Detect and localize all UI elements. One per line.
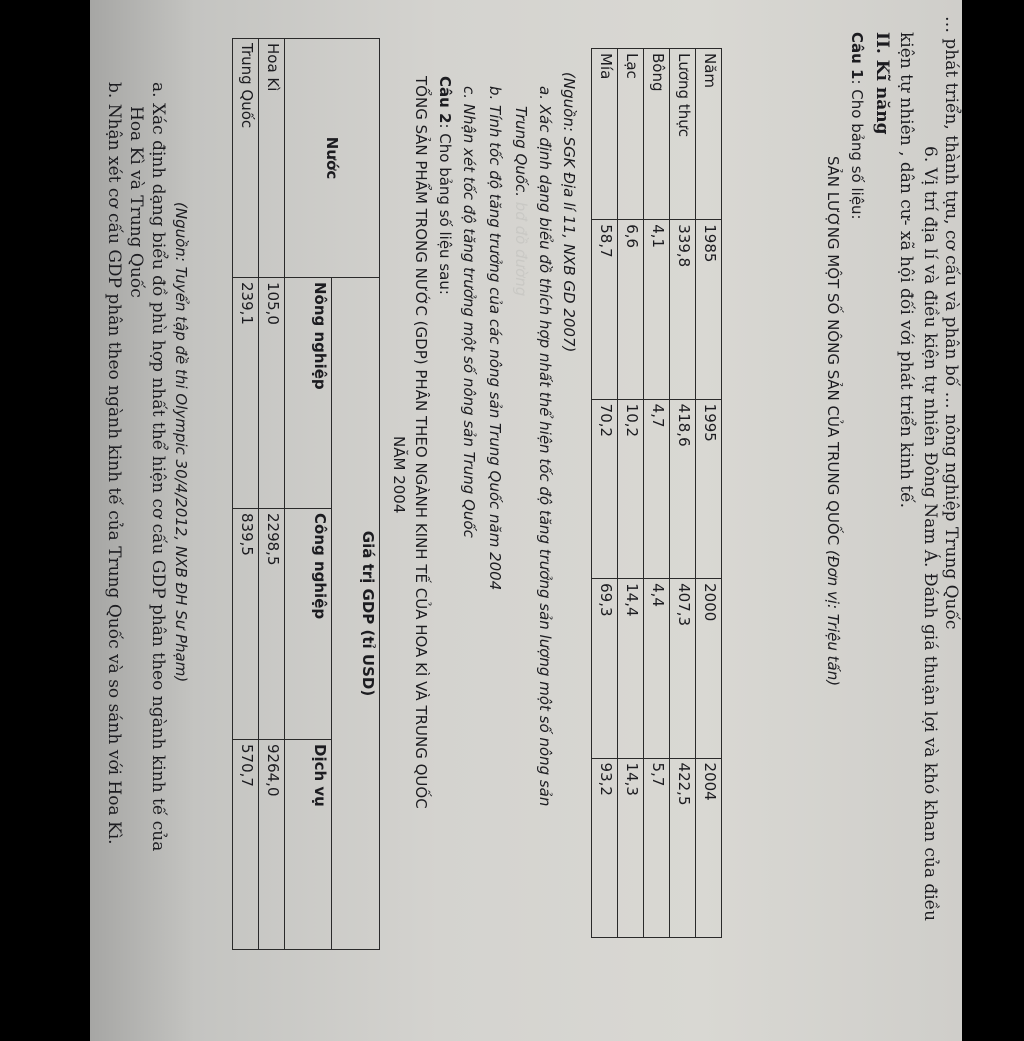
table-1-source: (Nguồn: SGK Địa lí 11, NXB GD 2007)	[560, 72, 578, 353]
q6-top-fragment: … phát triển, thành tựu, cơ cấu và phân bố … nông nghiệp Trung Quốc	[941, 16, 961, 630]
task-2a-line-2: Hoa Kì và Trung Quốc	[126, 106, 146, 298]
table-row	[696, 49, 722, 938]
task-2a-line-1: a. Xác định dạng biểu đồ phù hợp nhất thể hiện cơ cấu GDP phân theo ngành kinh tế của	[148, 82, 168, 852]
question-6-line-2: 6. Vị trí địa lí và điều kiện tự nhiên Đông Nam Á. Đánh giá thuận lợi và khó khan của điều	[920, 146, 940, 922]
cau-1-prompt: Câu 1: Cho bảng số liệu:	[848, 32, 866, 220]
table-header-cell: Nông nghiệp	[285, 278, 333, 509]
table-cell: 839,5	[233, 509, 259, 740]
table-row	[592, 49, 618, 938]
table-row	[644, 49, 670, 938]
table-header-cell: 2004	[696, 758, 722, 937]
table-cell: 10,2	[618, 399, 644, 578]
table-cell: 14,3	[618, 758, 644, 937]
table-cell: Lạc	[618, 49, 644, 220]
question-6-line-1	[941, 16, 961, 629]
table-1-title: SẢN LƯỢNG MỘT SỐ NÔNG SẢN CỦA TRUNG QUỐC (Đơn vị: Triệu tấn)	[824, 156, 842, 687]
table-2-source: (Nguồn: Tuyển tập đề thi Olympic 30/4/2012, NXB ĐH Sư Phạm)	[172, 202, 190, 683]
task-1c: c. Nhận xét tốc độ tăng trưởng một số nông sản Trung Quốc	[460, 86, 478, 538]
question-6-line-3: kiện tự nhiên , dân cư- xã hội đối với phát triển kinh tế.	[896, 32, 916, 508]
table-cell: 4,4	[644, 579, 670, 758]
table-cell: 418,6	[670, 399, 696, 578]
table-cell: Hoa Kì	[259, 39, 285, 278]
table-1-agricultural-output	[591, 48, 722, 938]
table-header-cell: Dịch vụ	[285, 740, 333, 950]
table-row	[670, 49, 696, 938]
table-cell: 570,7	[233, 740, 259, 950]
table-cell: 14,4	[618, 579, 644, 758]
table-cell: 58,7	[592, 220, 618, 399]
cau-2-prompt: Câu 2: Cho bảng số liệu sau:	[436, 76, 454, 295]
handwritten-note: bđ đồ đường	[512, 201, 530, 297]
table-cell: 6,6	[618, 220, 644, 399]
table-cell: Bông	[644, 49, 670, 220]
table-cell: 70,2	[592, 399, 618, 578]
document-paper	[90, 0, 962, 1041]
table-cell: 5,7	[644, 758, 670, 937]
table-cell: Trung Quốc	[233, 39, 259, 278]
task-1a-line-2: Trung Quốc. bđ đồ đường	[512, 106, 530, 297]
rotated-page-content	[98, 6, 961, 1036]
table-cell: 339,8	[670, 220, 696, 399]
table-cell: 69,3	[592, 579, 618, 758]
table-cell: 4,7	[644, 399, 670, 578]
table-row	[233, 39, 259, 950]
task-1b: b. Tính tốc độ tăng trưởng của các nông sản Trung Quốc năm 2004	[486, 86, 504, 591]
table-cell: Mía	[592, 49, 618, 220]
section-heading: II. Kĩ năng	[872, 32, 892, 135]
table-row	[618, 49, 644, 938]
table-header-cell: 2000	[696, 579, 722, 758]
table-cell: Lương thực	[670, 49, 696, 220]
table-cell: 422,5	[670, 758, 696, 937]
task-2b: b. Nhận xét cơ cấu GDP phân theo ngành kinh tế của Trung Quốc và so sánh với Hoa Kì.	[104, 82, 124, 845]
table-header-cell: Nước	[285, 39, 380, 278]
table-row	[259, 39, 285, 950]
table-cell: 93,2	[592, 758, 618, 937]
table-cell: 4,1	[644, 220, 670, 399]
table-2-title-line-2: NĂM 2004	[390, 436, 408, 514]
table-header-cell: Công nghiệp	[285, 509, 333, 740]
table-2-gdp-structure	[232, 38, 380, 950]
table-cell: 2298,5	[259, 509, 285, 740]
table-cell: 105,0	[259, 278, 285, 509]
task-1a-line-1: a. Xác định dạng biểu đồ thích hợp nhất thể hiện tốc độ tăng trưởng sản lượng một số nông sản	[536, 86, 554, 807]
table-cell: 407,3	[670, 579, 696, 758]
table-cell: 239,1	[233, 278, 259, 509]
table-header-cell: Năm	[696, 49, 722, 220]
table-row	[332, 39, 380, 950]
table-cell: 9264,0	[259, 740, 285, 950]
table-header-cell: 1995	[696, 399, 722, 578]
table-header-cell: 1985	[696, 220, 722, 399]
table-header-cell: Giá trị GDP (tỉ USD)	[332, 278, 380, 950]
table-2-title-line-1: TỔNG SẢN PHẨM TRONG NƯỚC (GDP) PHÂN THEO NGÀNH KINH TẾ CỦA HOA KÌ VÀ TRUNG QUỐC	[412, 76, 430, 809]
